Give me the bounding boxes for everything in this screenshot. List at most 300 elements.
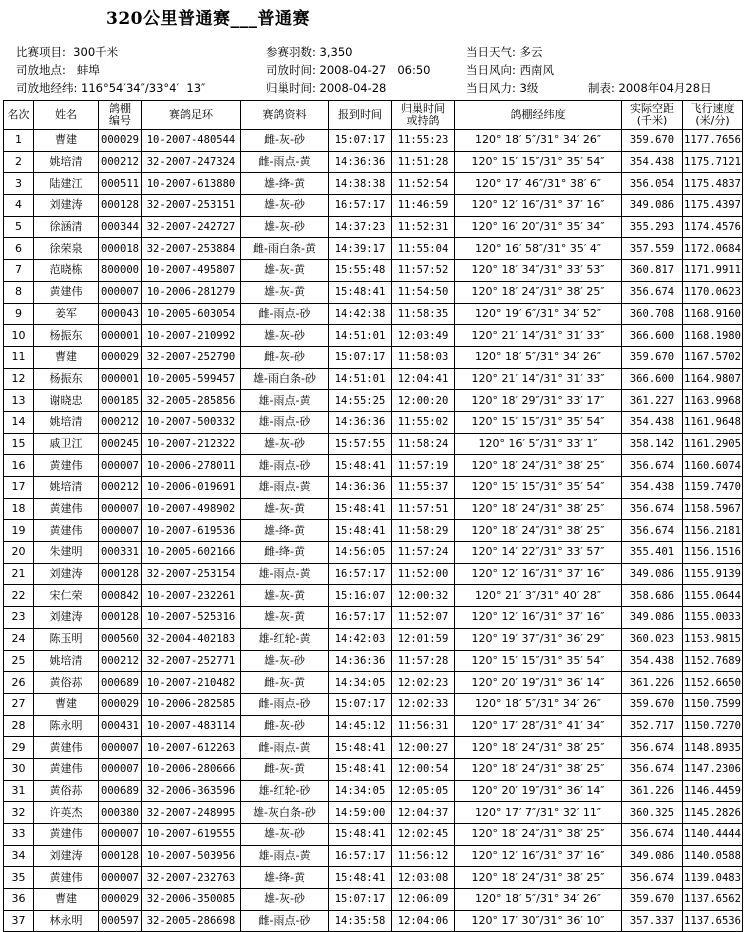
table-row (4, 303, 743, 325)
cell-ring: 32-2006-350085 (142, 889, 241, 911)
cell-speed: 1174.4576 (683, 216, 743, 238)
cell-name: 黄建伟 (34, 737, 99, 759)
cell-distance: 360.325 (622, 802, 683, 824)
cell-loft-id: 000043 (99, 303, 142, 325)
cell-ring: 10-2007-232261 (142, 585, 241, 607)
cell-name: 曹建 (34, 889, 99, 911)
cell-name: 黄建伟 (34, 281, 99, 303)
cell-ring: 10-2007-503956 (142, 845, 241, 867)
cell-return-time: 11:58:29 (392, 520, 455, 542)
table-row (4, 585, 743, 607)
cell-rank: 24 (4, 628, 34, 650)
cell-arrival-time: 15:48:41 (329, 281, 392, 303)
cell-return-time: 11:58:35 (392, 303, 455, 325)
cell-rank: 20 (4, 542, 34, 564)
cell-bird-info: 雌-灰-砂 (241, 346, 329, 368)
cell-name: 刘建涛 (34, 563, 99, 585)
cell-arrival-time: 14:51:01 (329, 325, 392, 347)
cell-return-time: 11:46:59 (392, 195, 455, 217)
cell-loft-id: 000212 (99, 650, 142, 672)
cell-return-time: 11:56:31 (392, 715, 455, 737)
cell-distance: 366.600 (622, 325, 683, 347)
header-rank: 名次 (4, 101, 34, 130)
cell-speed: 1168.1980 (683, 325, 743, 347)
cell-return-time: 11:52:54 (392, 173, 455, 195)
cell-arrival-time: 15:48:41 (329, 737, 392, 759)
table-row (4, 346, 743, 368)
table-row (4, 281, 743, 303)
cell-rank: 15 (4, 433, 34, 455)
cell-loft-id: 000007 (99, 455, 142, 477)
cell-return-time: 12:02:45 (392, 824, 455, 846)
cell-coords: 120° 17′ 46″/31° 38′ 6″ (455, 173, 622, 195)
cell-return-time: 12:04:37 (392, 802, 455, 824)
cell-distance: 357.337 (622, 910, 683, 932)
cell-speed: 1155.0033 (683, 607, 743, 629)
cell-return-time: 11:51:28 (392, 151, 455, 173)
cell-rank: 3 (4, 173, 34, 195)
cell-rank: 22 (4, 585, 34, 607)
cell-rank: 35 (4, 867, 34, 889)
cell-speed: 1164.9807 (683, 368, 743, 390)
cell-bird-info: 雄-灰-砂 (241, 216, 329, 238)
cell-loft-id: 000842 (99, 585, 142, 607)
table-row (4, 867, 743, 889)
cell-distance: 349.086 (622, 563, 683, 585)
cell-return-time: 11:52:07 (392, 607, 455, 629)
release-coords: 司放地经纬: 116°54′34″/33°4′ 13″ (16, 81, 206, 95)
cell-loft-id: 000007 (99, 498, 142, 520)
release-time: 司放时间: 2008-04-27 06:50 (266, 63, 431, 77)
cell-rank: 4 (4, 195, 34, 217)
cell-bird-info: 雄-雨点-黄 (241, 390, 329, 412)
cell-loft-id: 000001 (99, 368, 142, 390)
cell-loft-id: 000007 (99, 867, 142, 889)
cell-bird-info: 雌-雨点-黄 (241, 737, 329, 759)
cell-bird-info: 雄-绛-黄 (241, 173, 329, 195)
cell-loft-id: 000511 (99, 173, 142, 195)
cell-rank: 34 (4, 845, 34, 867)
made-on-date: 制表: 2008年04月28日 (588, 81, 712, 95)
cell-arrival-time: 15:48:41 (329, 824, 392, 846)
cell-rank: 28 (4, 715, 34, 737)
table-row (4, 173, 743, 195)
table-row (4, 650, 743, 672)
cell-ring: 10-2007-500332 (142, 411, 241, 433)
cell-name: 林永明 (34, 910, 99, 932)
cell-arrival-time: 14:42:38 (329, 303, 392, 325)
cell-distance: 356.674 (622, 737, 683, 759)
cell-arrival-time: 14:39:17 (329, 238, 392, 260)
cell-bird-info: 雄-红轮-黄 (241, 628, 329, 650)
cell-rank: 32 (4, 802, 34, 824)
cell-name: 黄建伟 (34, 824, 99, 846)
cell-speed: 1145.2826 (683, 802, 743, 824)
cell-loft-id: 000007 (99, 737, 142, 759)
cell-distance: 354.438 (622, 151, 683, 173)
cell-ring: 10-2007-495807 (142, 260, 241, 282)
cell-rank: 11 (4, 346, 34, 368)
cell-rank: 23 (4, 607, 34, 629)
cell-coords: 120° 17′ 28″/31° 41′ 34″ (455, 715, 622, 737)
cell-speed: 1139.0483 (683, 867, 743, 889)
cell-name: 陈玉明 (34, 628, 99, 650)
return-time: 归巢时间: 2008-04-28 (266, 81, 387, 95)
cell-return-time: 12:03:49 (392, 325, 455, 347)
table-row (4, 260, 743, 282)
cell-coords: 120° 18′ 24″/31° 38′ 25″ (455, 455, 622, 477)
cell-coords: 120° 12′ 16″/31° 37′ 16″ (455, 845, 622, 867)
cell-coords: 120° 21′ 14″/31° 31′ 33″ (455, 325, 622, 347)
cell-speed: 1156.2181 (683, 520, 743, 542)
header-ring: 赛鸽足环 (142, 101, 241, 130)
cell-speed: 1171.9911 (683, 260, 743, 282)
cell-return-time: 12:00:27 (392, 737, 455, 759)
cell-distance: 352.717 (622, 715, 683, 737)
cell-ring: 10-2007-619555 (142, 824, 241, 846)
cell-loft-id: 000007 (99, 281, 142, 303)
table-row (4, 368, 743, 390)
cell-distance: 349.086 (622, 607, 683, 629)
cell-distance: 356.674 (622, 455, 683, 477)
weather: 当日天气: 多云 (466, 45, 543, 59)
header-bird-info: 赛鸽资料 (241, 101, 329, 130)
cell-rank: 8 (4, 281, 34, 303)
cell-bird-info: 雌-灰-砂 (241, 715, 329, 737)
cell-distance: 359.670 (622, 346, 683, 368)
table-row (4, 520, 743, 542)
cell-bird-info: 雄-雨点-黄 (241, 477, 329, 499)
cell-bird-info: 雄-灰-黄 (241, 498, 329, 520)
cell-ring: 10-2005-602166 (142, 542, 241, 564)
cell-arrival-time: 14:45:12 (329, 715, 392, 737)
cell-ring: 10-2006-281279 (142, 281, 241, 303)
cell-coords: 120° 18′ 24″/31° 38′ 25″ (455, 498, 622, 520)
table-row (4, 498, 743, 520)
cell-distance: 357.559 (622, 238, 683, 260)
cell-ring: 10-2007-498902 (142, 498, 241, 520)
cell-arrival-time: 14:42:03 (329, 628, 392, 650)
cell-loft-id: 000689 (99, 780, 142, 802)
cell-speed: 1147.2306 (683, 758, 743, 780)
cell-ring: 10-2007-613880 (142, 173, 241, 195)
cell-name: 徐涵清 (34, 216, 99, 238)
cell-return-time: 12:04:41 (392, 368, 455, 390)
cell-bird-info: 雄-灰-砂 (241, 325, 329, 347)
table-row (4, 845, 743, 867)
cell-distance: 360.023 (622, 628, 683, 650)
cell-rank: 29 (4, 737, 34, 759)
cell-arrival-time: 15:07:17 (329, 693, 392, 715)
cell-distance: 354.438 (622, 477, 683, 499)
cell-loft-id: 000689 (99, 672, 142, 694)
cell-speed: 1161.9648 (683, 411, 743, 433)
cell-coords: 120° 16′ 20″/31° 35′ 34″ (455, 216, 622, 238)
cell-distance: 360.708 (622, 303, 683, 325)
cell-loft-id: 000331 (99, 542, 142, 564)
cell-distance: 366.600 (622, 368, 683, 390)
table-row (4, 411, 743, 433)
cell-name: 黄建伟 (34, 455, 99, 477)
cell-ring: 10-2007-480544 (142, 130, 241, 152)
cell-bird-info: 雄-灰-砂 (241, 889, 329, 911)
header-distance: 实际空距 (千米) (622, 101, 683, 130)
cell-bird-info: 雌-灰-黄 (241, 758, 329, 780)
cell-coords: 120° 19′ 6″/31° 34′ 52″ (455, 303, 622, 325)
cell-loft-id: 000212 (99, 477, 142, 499)
cell-bird-info: 雌-雨点-黄 (241, 151, 329, 173)
cell-rank: 21 (4, 563, 34, 585)
cell-rank: 37 (4, 910, 34, 932)
cell-arrival-time: 14:34:05 (329, 672, 392, 694)
cell-name: 姚培清 (34, 650, 99, 672)
cell-speed: 1140.0588 (683, 845, 743, 867)
table-row (4, 672, 743, 694)
cell-loft-id: 000001 (99, 325, 142, 347)
cell-name: 姚培清 (34, 477, 99, 499)
cell-name: 黄建伟 (34, 867, 99, 889)
cell-coords: 120° 21′ 14″/31° 31′ 33″ (455, 368, 622, 390)
cell-distance: 358.686 (622, 585, 683, 607)
table-row (4, 130, 743, 152)
table-header-row (4, 101, 743, 130)
cell-distance: 356.674 (622, 867, 683, 889)
cell-ring: 32-2007-242727 (142, 216, 241, 238)
cell-rank: 31 (4, 780, 34, 802)
cell-name: 谢晓忠 (34, 390, 99, 412)
cell-speed: 1163.9968 (683, 390, 743, 412)
cell-ring: 10-2006-278011 (142, 455, 241, 477)
table-row (4, 390, 743, 412)
header-arrival: 报到时间 (329, 101, 392, 130)
cell-ring: 10-2006-280666 (142, 758, 241, 780)
cell-name: 曹建 (34, 130, 99, 152)
header-loft-id: 鸽棚 编号 (99, 101, 142, 130)
cell-loft-id: 000029 (99, 346, 142, 368)
cell-distance: 355.401 (622, 542, 683, 564)
cell-loft-id: 000185 (99, 390, 142, 412)
table-row (4, 628, 743, 650)
cell-bird-info: 雌-灰-黄 (241, 672, 329, 694)
table-row (4, 607, 743, 629)
cell-rank: 10 (4, 325, 34, 347)
cell-loft-id: 000344 (99, 216, 142, 238)
results-table (3, 100, 743, 932)
cell-coords: 120° 18′ 24″/31° 38′ 25″ (455, 737, 622, 759)
cell-loft-id: 000245 (99, 433, 142, 455)
cell-bird-info: 雄-灰-黄 (241, 260, 329, 282)
cell-arrival-time: 14:59:00 (329, 802, 392, 824)
cell-speed: 1148.8935 (683, 737, 743, 759)
cell-coords: 120° 18′ 34″/31° 33′ 53″ (455, 260, 622, 282)
cell-loft-id: 000128 (99, 195, 142, 217)
cell-rank: 25 (4, 650, 34, 672)
cell-speed: 1155.9139 (683, 563, 743, 585)
cell-return-time: 11:52:31 (392, 216, 455, 238)
cell-speed: 1137.6562 (683, 889, 743, 911)
cell-name: 戚卫江 (34, 433, 99, 455)
cell-name: 黄建伟 (34, 520, 99, 542)
cell-speed: 1160.6074 (683, 455, 743, 477)
table-row (4, 758, 743, 780)
header-return: 归巢时间 或持鸽 (392, 101, 455, 130)
cell-arrival-time: 15:57:55 (329, 433, 392, 455)
wind-direction: 当日风向: 西南风 (466, 63, 555, 77)
cell-ring: 32-2005-285856 (142, 390, 241, 412)
cell-loft-id: 000128 (99, 607, 142, 629)
cell-arrival-time: 16:57:17 (329, 195, 392, 217)
cell-arrival-time: 16:57:17 (329, 563, 392, 585)
cell-name: 姜军 (34, 303, 99, 325)
cell-speed: 1140.4444 (683, 824, 743, 846)
cell-bird-info: 雄-灰白条-砂 (241, 802, 329, 824)
cell-loft-id: 000007 (99, 824, 142, 846)
table-row (4, 477, 743, 499)
cell-arrival-time: 15:07:17 (329, 130, 392, 152)
cell-distance: 359.670 (622, 889, 683, 911)
cell-arrival-time: 14:34:05 (329, 780, 392, 802)
cell-rank: 7 (4, 260, 34, 282)
cell-name: 黄建伟 (34, 758, 99, 780)
cell-loft-id: 000029 (99, 889, 142, 911)
report-title: 320公里普通赛___普通赛 (106, 9, 310, 29)
cell-name: 曹建 (34, 693, 99, 715)
cell-arrival-time: 14:35:58 (329, 910, 392, 932)
header-speed: 飞行速度 (米/分) (683, 101, 743, 130)
cell-coords: 120° 15′ 15″/31° 35′ 54″ (455, 650, 622, 672)
cell-return-time: 11:58:24 (392, 433, 455, 455)
release-place: 司放地点: 蚌埠 (16, 63, 100, 77)
table-body (4, 130, 743, 932)
cell-name: 姚培清 (34, 411, 99, 433)
cell-loft-id: 000212 (99, 151, 142, 173)
cell-ring: 10-2006-282585 (142, 693, 241, 715)
cell-bird-info: 雄-灰-黄 (241, 585, 329, 607)
cell-loft-id: 000380 (99, 802, 142, 824)
cell-distance: 355.293 (622, 216, 683, 238)
cell-arrival-time: 15:48:41 (329, 498, 392, 520)
cell-name: 许英杰 (34, 802, 99, 824)
table-row (4, 910, 743, 932)
cell-rank: 36 (4, 889, 34, 911)
cell-return-time: 12:02:33 (392, 693, 455, 715)
cell-loft-id: 000431 (99, 715, 142, 737)
cell-rank: 14 (4, 411, 34, 433)
cell-distance: 356.674 (622, 520, 683, 542)
cell-ring: 10-2007-212322 (142, 433, 241, 455)
cell-rank: 1 (4, 130, 34, 152)
cell-ring: 32-2007-252790 (142, 346, 241, 368)
cell-arrival-time: 15:48:41 (329, 520, 392, 542)
cell-bird-info: 雄-灰-砂 (241, 433, 329, 455)
cell-rank: 2 (4, 151, 34, 173)
cell-coords: 120° 16′ 5″/31° 33′ 1″ (455, 433, 622, 455)
table-row (4, 563, 743, 585)
cell-loft-id: 000018 (99, 238, 142, 260)
cell-bird-info: 雌-雨点-砂 (241, 303, 329, 325)
cell-arrival-time: 14:56:05 (329, 542, 392, 564)
cell-ring: 10-2007-612263 (142, 737, 241, 759)
cell-bird-info: 雄-雨点-黄 (241, 563, 329, 585)
cell-return-time: 12:00:20 (392, 390, 455, 412)
cell-rank: 26 (4, 672, 34, 694)
cell-speed: 1161.2905 (683, 433, 743, 455)
event-item: 比赛项目: 300千米 (16, 45, 119, 59)
cell-coords: 120° 18′ 24″/31° 38′ 25″ (455, 867, 622, 889)
cell-arrival-time: 14:38:38 (329, 173, 392, 195)
cell-rank: 5 (4, 216, 34, 238)
cell-ring: 10-2007-483114 (142, 715, 241, 737)
cell-name: 黄建伟 (34, 498, 99, 520)
cell-distance: 356.054 (622, 173, 683, 195)
table-row (4, 195, 743, 217)
cell-loft-id: 000597 (99, 910, 142, 932)
cell-arrival-time: 14:36:36 (329, 477, 392, 499)
table-row (4, 542, 743, 564)
table-row (4, 802, 743, 824)
cell-bird-info: 雄-红轮-砂 (241, 780, 329, 802)
cell-return-time: 11:57:28 (392, 650, 455, 672)
cell-return-time: 12:02:23 (392, 672, 455, 694)
cell-coords: 120° 12′ 16″/31° 37′ 16″ (455, 607, 622, 629)
cell-coords: 120° 18′ 24″/31° 38′ 25″ (455, 758, 622, 780)
cell-speed: 1168.9160 (683, 303, 743, 325)
cell-arrival-time: 15:48:41 (329, 867, 392, 889)
cell-speed: 1152.7689 (683, 650, 743, 672)
cell-coords: 120° 20′ 19″/31° 36′ 14″ (455, 672, 622, 694)
cell-ring: 10-2007-210482 (142, 672, 241, 694)
cell-return-time: 11:57:51 (392, 498, 455, 520)
cell-name: 陈永明 (34, 715, 99, 737)
cell-loft-id: 000007 (99, 758, 142, 780)
header-coords: 鸽棚经纬度 (455, 101, 622, 130)
cell-ring: 32-2006-363596 (142, 780, 241, 802)
cell-ring: 32-2005-286698 (142, 910, 241, 932)
cell-loft-id: 000029 (99, 130, 142, 152)
cell-return-time: 12:06:09 (392, 889, 455, 911)
table-row (4, 433, 743, 455)
cell-arrival-time: 15:55:48 (329, 260, 392, 282)
cell-return-time: 12:00:54 (392, 758, 455, 780)
table-row (4, 780, 743, 802)
cell-arrival-time: 14:36:36 (329, 411, 392, 433)
table-row (4, 693, 743, 715)
cell-speed: 1150.7270 (683, 715, 743, 737)
cell-return-time: 11:56:12 (392, 845, 455, 867)
wind-force: 当日风力: 3级 (466, 81, 539, 95)
cell-coords: 120° 17′ 30″/31° 36′ 10″ (455, 910, 622, 932)
cell-distance: 358.142 (622, 433, 683, 455)
cell-return-time: 11:58:03 (392, 346, 455, 368)
cell-rank: 30 (4, 758, 34, 780)
table-row (4, 325, 743, 347)
cell-distance: 354.438 (622, 411, 683, 433)
cell-name: 刘建涛 (34, 845, 99, 867)
cell-ring: 32-2007-253154 (142, 563, 241, 585)
birds-count: 参赛羽数: 3,350 (266, 45, 353, 59)
cell-return-time: 11:55:23 (392, 130, 455, 152)
cell-ring: 32-2004-402183 (142, 628, 241, 650)
cell-ring: 10-2005-603054 (142, 303, 241, 325)
cell-coords: 120° 18′ 24″/31° 38′ 25″ (455, 520, 622, 542)
cell-bird-info: 雄-雨白条-砂 (241, 368, 329, 390)
cell-bird-info: 雄-雨点-砂 (241, 411, 329, 433)
cell-name: 朱建明 (34, 542, 99, 564)
cell-return-time: 11:55:02 (392, 411, 455, 433)
cell-arrival-time: 14:51:01 (329, 368, 392, 390)
cell-ring: 10-2007-619536 (142, 520, 241, 542)
cell-distance: 356.674 (622, 498, 683, 520)
